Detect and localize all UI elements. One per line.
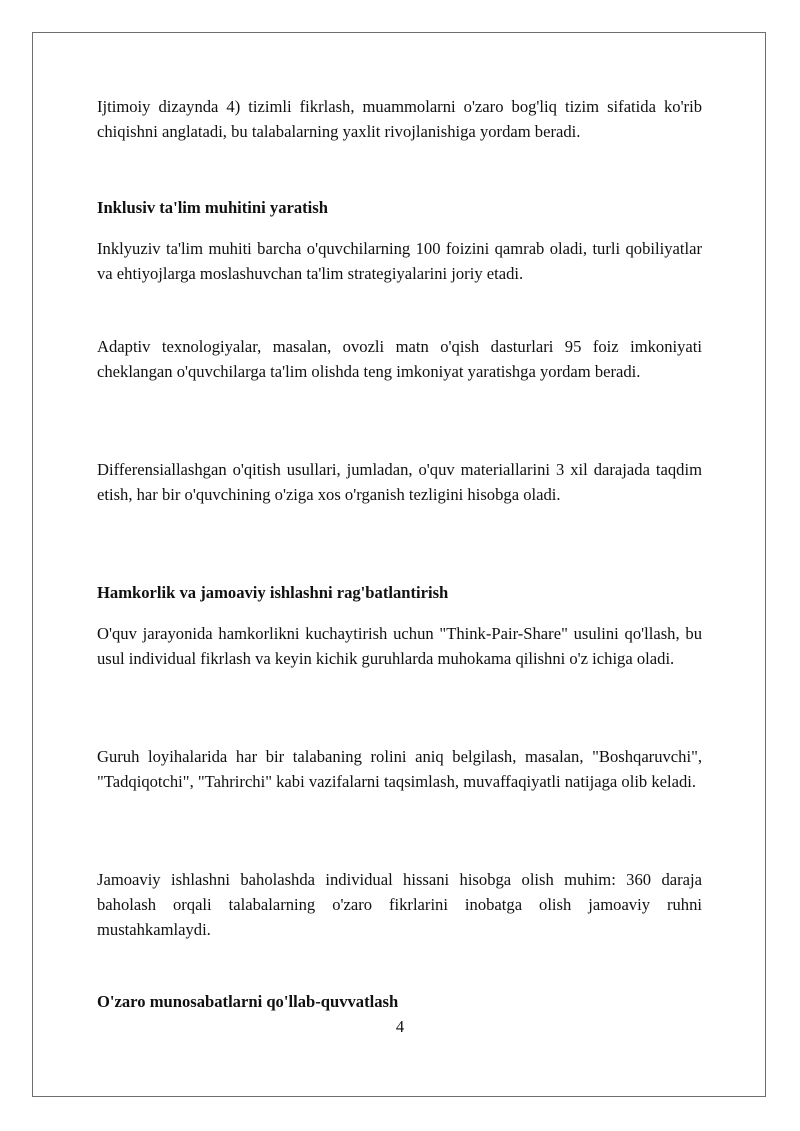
paragraph-group-roles: Guruh loyihalarida har bir talabaning rolini aniq belgilash, masalan, "Boshqaruvchi", "Tadqiqotchi", "Tahrirchi" kabi vazifalarni taqsimlash, muvaffaqiyatli natijaga olib keladi. bbox=[97, 747, 702, 791]
paragraph-think-pair-share: O'quv jarayonida hamkorlikni kuchaytirish uchun "Think-Pair-Share" usulini qo'llash, bu usul individual fikrlash va keyin kichik guruhlarda muhokama qilishni o'z ichiga oladi. bbox=[97, 624, 702, 668]
paragraph-systems-thinking: Ijtimoiy dizaynda 4) tizimli fikrlash, muammolarni o'zaro bog'liq tizim sifatida ko'rib chiqishni anglatadi, bu talabalarning yaxlit rivojlanishiga yordam beradi. bbox=[97, 97, 702, 141]
paragraph-adaptive-technologies: Adaptiv texnologiyalar, masalan, ovozli matn o'qish dasturlari 95 foiz imkoniyati cheklangan o'quvchilarga ta'lim olishda teng imkoniyat yaratishga yordam beradi. bbox=[97, 337, 702, 381]
heading-collaboration: Hamkorlik va jamoaviy ishlashni rag'batlantirish bbox=[97, 583, 449, 602]
paragraph-differentiated-teaching: Differensiallashgan o'qitish usullari, jumladan, o'quv materiallarini 3 xil darajada taqdim etish, har bir o'quvchining o'ziga xos o'rganish tezligini hisobga oladi. bbox=[97, 460, 702, 504]
page-number: 4 bbox=[395, 1017, 405, 1036]
paragraph-inclusive-environment: Inklyuziv ta'lim muhiti barcha o'quvchilarning 100 foizini qamrab oladi, turli qobiliyatlar va ehtiyojlarga moslashuvchan ta'lim strategiyalarini joriy etadi. bbox=[97, 239, 702, 283]
heading-mutual-relations: O'zaro munosabatlarni qo'llab-quvvatlash bbox=[97, 992, 399, 1011]
paragraph-team-assessment: Jamoaviy ishlashni baholashda individual hissani hisobga olish muhim: 360 daraja baholash orqali talabalarning o'zaro fikrlarini inobatga olish jamoaviy ruhni mustahkamlaydi. bbox=[97, 870, 702, 939]
heading-inclusive-environment: Inklusiv ta'lim muhitini yaratish bbox=[97, 198, 328, 217]
